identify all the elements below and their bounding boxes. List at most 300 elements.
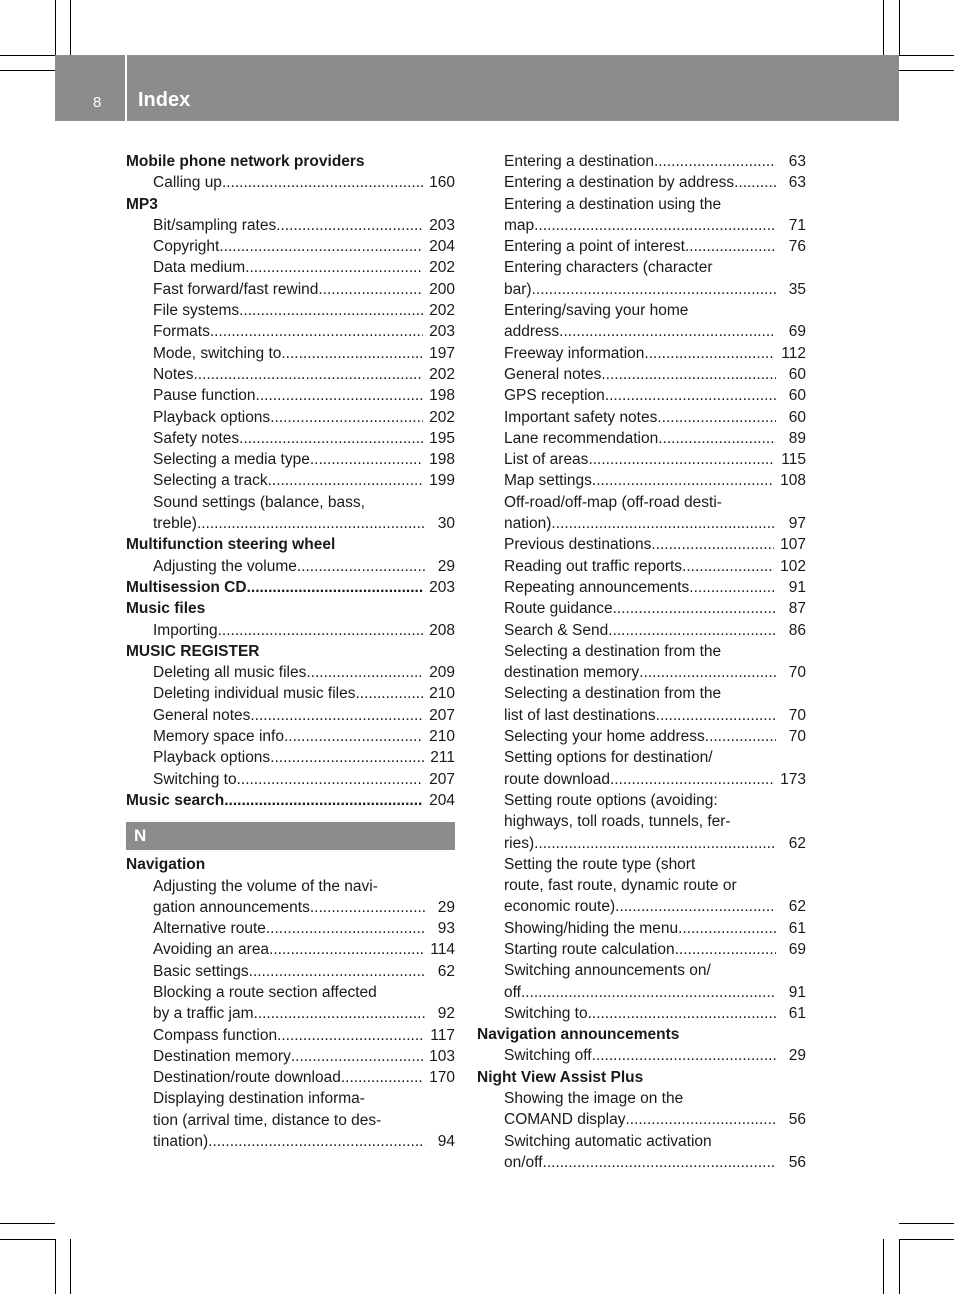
page-ref: 86 bbox=[788, 621, 806, 639]
index-entry bbox=[477, 683, 806, 704]
crop-mark bbox=[70, 0, 71, 55]
leader-dots bbox=[341, 1067, 423, 1088]
crop-mark bbox=[883, 0, 884, 55]
entry-text: Previous destinations bbox=[504, 536, 652, 554]
page-ref: 69 bbox=[788, 940, 806, 958]
page-ref: 211 bbox=[430, 749, 455, 767]
page-ref: 203 bbox=[429, 578, 455, 596]
index-entry bbox=[126, 961, 455, 982]
index-entry bbox=[126, 449, 455, 470]
index-entry bbox=[477, 854, 806, 875]
entry-text: Destination memory bbox=[153, 1047, 291, 1065]
page-ref: 197 bbox=[429, 344, 455, 362]
leader-dots bbox=[284, 726, 423, 747]
entry-text: Mode, switching to bbox=[153, 344, 282, 362]
leader-dots bbox=[610, 769, 774, 790]
page-ref: 70 bbox=[788, 728, 806, 746]
leader-dots bbox=[306, 662, 423, 683]
page-ref: 202 bbox=[429, 259, 455, 277]
index-entry bbox=[126, 726, 455, 747]
leader-dots bbox=[197, 513, 425, 534]
index-entry bbox=[126, 1046, 455, 1067]
entry-text: Adjusting the volume bbox=[153, 557, 297, 575]
entry-text: Safety notes bbox=[153, 429, 240, 447]
index-entry bbox=[477, 875, 806, 896]
leader-dots bbox=[592, 470, 774, 491]
index-entry bbox=[477, 1109, 806, 1130]
index-heading bbox=[126, 641, 455, 662]
entry-text: Music search bbox=[126, 791, 225, 809]
crop-mark bbox=[55, 0, 56, 55]
index-entry bbox=[126, 876, 455, 897]
entry-text: Switching to bbox=[153, 770, 237, 788]
index-entry bbox=[477, 407, 806, 428]
index-entry bbox=[126, 343, 455, 364]
entry-text: Fast forward/fast rewind bbox=[153, 280, 319, 298]
page-ref: 207 bbox=[429, 770, 455, 788]
leader-dots bbox=[605, 385, 776, 406]
entry-text: File systems bbox=[153, 302, 240, 320]
leader-dots bbox=[588, 449, 775, 470]
leader-dots bbox=[551, 513, 776, 534]
entry-text: Reading out traffic reports bbox=[504, 557, 683, 575]
crop-mark bbox=[55, 1239, 56, 1294]
leader-dots bbox=[247, 577, 424, 598]
index-entry bbox=[477, 236, 806, 257]
index-entry bbox=[126, 662, 455, 683]
entry-text: by a traffic jam bbox=[153, 1005, 254, 1023]
index-entry bbox=[126, 172, 455, 193]
index-entry bbox=[477, 1131, 806, 1152]
leader-dots bbox=[682, 556, 774, 577]
leader-dots bbox=[613, 598, 776, 619]
index-entry bbox=[477, 428, 806, 449]
index-entry bbox=[126, 769, 455, 790]
index-entry bbox=[477, 556, 806, 577]
index-entry bbox=[477, 513, 806, 534]
entry-text: Switching off bbox=[504, 1047, 592, 1065]
entry-text: Multifunction steering wheel bbox=[126, 536, 336, 554]
index-entry bbox=[477, 492, 806, 513]
page-ref: 93 bbox=[437, 920, 455, 938]
leader-dots bbox=[689, 577, 776, 598]
entry-text: off bbox=[504, 983, 521, 1001]
leader-dots bbox=[237, 769, 424, 790]
entry-text: Repeating announcements bbox=[504, 578, 690, 596]
crop-mark bbox=[899, 70, 954, 71]
entry-text: Pause function bbox=[153, 387, 256, 405]
index-entry bbox=[477, 960, 806, 981]
crop-mark bbox=[899, 55, 954, 56]
page-ref: 170 bbox=[429, 1069, 455, 1087]
entry-text: MP3 bbox=[126, 195, 158, 213]
entry-text: List of areas bbox=[504, 451, 589, 469]
index-heading bbox=[126, 790, 455, 811]
page-title: Index bbox=[138, 89, 191, 111]
page-ref: 70 bbox=[788, 664, 806, 682]
leader-dots bbox=[270, 407, 423, 428]
index-heading bbox=[126, 598, 455, 619]
leader-dots bbox=[705, 726, 776, 747]
entry-text: route download bbox=[504, 770, 610, 788]
index-entry bbox=[126, 364, 455, 385]
index-entry bbox=[126, 279, 455, 300]
leader-dots bbox=[534, 833, 776, 854]
leader-dots bbox=[210, 321, 423, 342]
entry-text: Basic settings bbox=[153, 962, 249, 980]
leader-dots bbox=[615, 896, 776, 917]
leader-dots bbox=[651, 534, 774, 555]
entry-text: Showing/hiding the menu bbox=[504, 919, 679, 937]
leader-dots bbox=[249, 961, 425, 982]
index-entry bbox=[126, 300, 455, 321]
index-entry bbox=[126, 982, 455, 1003]
entry-text: Night View Assist Plus bbox=[477, 1068, 644, 1086]
page-ref: 60 bbox=[788, 408, 806, 426]
page-ref: 62 bbox=[788, 898, 806, 916]
page-ref: 112 bbox=[781, 344, 806, 362]
entry-text: Bit/sampling rates bbox=[153, 216, 277, 234]
entry-text: Showing the image on the bbox=[504, 1090, 684, 1108]
leader-dots bbox=[245, 257, 423, 278]
entry-text: destination memory bbox=[504, 664, 640, 682]
entry-text: Navigation bbox=[126, 856, 206, 874]
leader-dots bbox=[355, 683, 423, 704]
leader-dots bbox=[219, 236, 423, 257]
entry-text: Formats bbox=[153, 323, 210, 341]
section-header: N bbox=[126, 822, 455, 850]
entry-text: Map settings bbox=[504, 472, 592, 490]
crop-mark bbox=[899, 0, 900, 55]
entry-text: COMAND display bbox=[504, 1111, 626, 1129]
leader-dots bbox=[734, 172, 776, 193]
index-entry bbox=[477, 321, 806, 342]
entry-text: Entering a point of interest bbox=[504, 238, 685, 256]
index-entry bbox=[477, 726, 806, 747]
index-entry bbox=[126, 215, 455, 236]
crop-mark bbox=[883, 1239, 884, 1294]
page-ref: 60 bbox=[788, 387, 806, 405]
index-entry bbox=[477, 300, 806, 321]
leader-dots bbox=[218, 620, 424, 641]
crop-mark bbox=[70, 1239, 71, 1294]
index-entry bbox=[477, 747, 806, 768]
entry-text: Switching announcements on/ bbox=[504, 962, 711, 980]
leader-dots bbox=[601, 364, 776, 385]
index-entry bbox=[477, 1152, 806, 1173]
entry-text: Importing bbox=[153, 621, 218, 639]
entry-text: Alternative route bbox=[153, 920, 266, 938]
page-ref: 117 bbox=[430, 1026, 455, 1044]
page-ref: 204 bbox=[429, 238, 455, 256]
index-column-left bbox=[126, 151, 455, 1152]
page-ref: 107 bbox=[780, 536, 806, 554]
leader-dots bbox=[208, 1131, 425, 1152]
entry-text: Playback options bbox=[153, 749, 271, 767]
page-ref: 195 bbox=[429, 429, 455, 447]
entry-text: Switching automatic activation bbox=[504, 1132, 712, 1150]
page-ref: 210 bbox=[429, 685, 455, 703]
leader-dots bbox=[194, 364, 424, 385]
index-entry bbox=[477, 705, 806, 726]
entry-text: Calling up bbox=[153, 174, 222, 192]
index-heading bbox=[477, 1067, 806, 1088]
leader-dots bbox=[685, 236, 776, 257]
leader-dots bbox=[625, 1109, 776, 1130]
crop-mark bbox=[899, 1239, 900, 1294]
leader-dots bbox=[678, 918, 776, 939]
page-ref: 200 bbox=[429, 280, 455, 298]
leader-dots bbox=[310, 897, 425, 918]
page-ref: 91 bbox=[788, 983, 806, 1001]
index-heading bbox=[126, 534, 455, 555]
leader-dots bbox=[656, 705, 776, 726]
entry-text: nation) bbox=[504, 515, 552, 533]
crop-mark bbox=[899, 1239, 954, 1240]
leader-dots bbox=[270, 747, 424, 768]
index-entry bbox=[126, 492, 455, 513]
entry-text: Music files bbox=[126, 600, 206, 618]
page-ref: 62 bbox=[788, 834, 806, 852]
leader-dots bbox=[675, 939, 776, 960]
entry-text: General notes bbox=[504, 365, 602, 383]
page-ref: 60 bbox=[788, 365, 806, 383]
entry-text: Selecting a media type bbox=[153, 451, 310, 469]
leader-dots bbox=[588, 1003, 776, 1024]
page-ref: 62 bbox=[437, 962, 455, 980]
entry-text: Adjusting the volume of the navi- bbox=[153, 877, 378, 895]
index-entry bbox=[477, 343, 806, 364]
entry-text: Destination/route download bbox=[153, 1069, 341, 1087]
index-entry bbox=[477, 790, 806, 811]
page-ref: 87 bbox=[788, 600, 806, 618]
entry-text: GPS reception bbox=[504, 387, 605, 405]
leader-dots bbox=[559, 321, 776, 342]
page-ref: 97 bbox=[788, 515, 806, 533]
entry-text: ries) bbox=[504, 834, 535, 852]
index-entry bbox=[477, 257, 806, 278]
leader-dots bbox=[592, 1045, 776, 1066]
index-entry bbox=[477, 918, 806, 939]
leader-dots bbox=[532, 279, 776, 300]
entry-text: address bbox=[504, 323, 560, 341]
index-entry bbox=[126, 556, 455, 577]
leader-dots bbox=[266, 918, 425, 939]
page-ref: 208 bbox=[429, 621, 455, 639]
index-heading bbox=[126, 577, 455, 598]
entry-text: Entering a destination by address bbox=[504, 174, 735, 192]
entry-text: Setting options for destination/ bbox=[504, 749, 713, 767]
index-entry bbox=[477, 982, 806, 1003]
page-ref: 198 bbox=[429, 451, 455, 469]
leader-dots bbox=[639, 662, 776, 683]
page-ref: 94 bbox=[437, 1133, 455, 1151]
page-ref: 71 bbox=[788, 216, 806, 234]
entry-text: Important safety notes bbox=[504, 408, 658, 426]
index-entry bbox=[477, 172, 806, 193]
entry-text: Navigation announcements bbox=[477, 1026, 680, 1044]
index-entry bbox=[126, 428, 455, 449]
index-entry bbox=[477, 385, 806, 406]
leader-dots bbox=[281, 343, 423, 364]
entry-text: MUSIC REGISTER bbox=[126, 642, 260, 660]
index-entry bbox=[477, 151, 806, 172]
entry-text: General notes bbox=[153, 706, 251, 724]
entry-text: Deleting individual music files bbox=[153, 685, 356, 703]
index-entry bbox=[477, 641, 806, 662]
index-entry bbox=[126, 385, 455, 406]
page-ref: 202 bbox=[429, 365, 455, 383]
leader-dots bbox=[608, 620, 776, 641]
index-entry bbox=[477, 279, 806, 300]
page-ref: 29 bbox=[437, 898, 455, 916]
entry-text: Mobile phone network providers bbox=[126, 153, 365, 170]
index-entry bbox=[477, 215, 806, 236]
leader-dots bbox=[239, 428, 423, 449]
entry-text: treble) bbox=[153, 515, 197, 533]
entry-text: Entering a destination using the bbox=[504, 195, 722, 213]
leader-dots bbox=[256, 385, 424, 406]
index-entry bbox=[477, 896, 806, 917]
index-entry bbox=[126, 683, 455, 704]
index-entry bbox=[126, 1025, 455, 1046]
leader-dots bbox=[658, 428, 776, 449]
page-ref: 76 bbox=[788, 238, 806, 256]
entry-text: tination) bbox=[153, 1133, 209, 1151]
entry-text: Notes bbox=[153, 365, 194, 383]
leader-dots bbox=[268, 470, 424, 491]
leader-dots bbox=[277, 1025, 424, 1046]
index-heading bbox=[126, 151, 455, 172]
index-entry bbox=[126, 513, 455, 534]
index-entry bbox=[126, 897, 455, 918]
page-ref: 69 bbox=[788, 323, 806, 341]
index-heading bbox=[477, 1024, 806, 1045]
page-ref: 29 bbox=[788, 1047, 806, 1065]
index-heading bbox=[126, 854, 455, 875]
index-entry bbox=[126, 470, 455, 491]
entry-text: route, fast route, dynamic route or bbox=[504, 877, 737, 895]
entry-text: Selecting a track bbox=[153, 472, 268, 490]
index-entry bbox=[126, 620, 455, 641]
page-ref: 210 bbox=[429, 728, 455, 746]
page-ref: 115 bbox=[781, 451, 806, 469]
index-entry bbox=[477, 1045, 806, 1066]
index-entry bbox=[126, 918, 455, 939]
entry-text: tion (arrival time, distance to des- bbox=[153, 1111, 382, 1129]
leader-dots bbox=[644, 343, 775, 364]
header-divider bbox=[125, 55, 127, 121]
entry-text: Selecting a destination from the bbox=[504, 685, 722, 703]
page-ref: 114 bbox=[430, 941, 455, 959]
leader-dots bbox=[310, 449, 423, 470]
leader-dots bbox=[318, 279, 423, 300]
entry-text: Entering a destination bbox=[504, 153, 654, 170]
index-entry bbox=[126, 407, 455, 428]
index-entry bbox=[477, 833, 806, 854]
index-entry bbox=[126, 1067, 455, 1088]
page-ref: 70 bbox=[788, 706, 806, 724]
crop-mark bbox=[899, 1223, 954, 1224]
page-ref: 89 bbox=[788, 429, 806, 447]
page-ref: 102 bbox=[780, 557, 806, 575]
entry-text: Route guidance bbox=[504, 600, 613, 618]
entry-text: Data medium bbox=[153, 259, 246, 277]
index-entry bbox=[477, 598, 806, 619]
index-entry bbox=[477, 1003, 806, 1024]
page-ref: 29 bbox=[437, 557, 455, 575]
page-ref: 202 bbox=[429, 302, 455, 320]
leader-dots bbox=[239, 300, 423, 321]
index-entry bbox=[477, 811, 806, 832]
leader-dots bbox=[521, 982, 776, 1003]
index-entry bbox=[126, 1003, 455, 1024]
leader-dots bbox=[654, 151, 776, 172]
crop-mark bbox=[0, 1223, 55, 1224]
index-entry bbox=[477, 449, 806, 470]
index-entry bbox=[126, 1088, 455, 1109]
page-ref: 56 bbox=[788, 1153, 806, 1171]
crop-mark bbox=[0, 1239, 55, 1240]
entry-text: Avoiding an area bbox=[153, 941, 270, 959]
page-ref: 92 bbox=[437, 1005, 455, 1023]
leader-dots bbox=[222, 172, 423, 193]
entry-text: highways, toll roads, tunnels, fer- bbox=[504, 813, 731, 831]
page-number: 8 bbox=[93, 94, 102, 111]
entry-text: Setting the route type (short bbox=[504, 855, 696, 873]
page-ref: 203 bbox=[429, 216, 455, 234]
page-ref: 108 bbox=[780, 472, 806, 490]
leader-dots bbox=[291, 1046, 423, 1067]
entry-text: Deleting all music files bbox=[153, 664, 307, 682]
index-entry bbox=[126, 747, 455, 768]
page-ref: 103 bbox=[429, 1047, 455, 1065]
entry-text: Off-road/off-map (off-road desti- bbox=[504, 493, 722, 511]
page-ref: 61 bbox=[788, 919, 806, 937]
leader-dots bbox=[534, 215, 776, 236]
entry-text: Switching to bbox=[504, 1004, 588, 1022]
entry-text: bar) bbox=[504, 280, 532, 298]
index-entry bbox=[126, 1110, 455, 1131]
page-ref: 160 bbox=[429, 174, 455, 192]
entry-text: Selecting your home address bbox=[504, 728, 705, 746]
index-entry bbox=[477, 620, 806, 641]
entry-text: Sound settings (balance, bass, bbox=[153, 493, 365, 511]
index-entry bbox=[477, 470, 806, 491]
leader-dots bbox=[543, 1152, 776, 1173]
page-ref: 199 bbox=[429, 472, 455, 490]
index-entry bbox=[126, 1131, 455, 1152]
page-ref: 61 bbox=[788, 1004, 806, 1022]
index-entry bbox=[477, 194, 806, 215]
entry-text: list of last destinations bbox=[504, 706, 656, 724]
entry-text: Freeway information bbox=[504, 344, 645, 362]
page-ref: 207 bbox=[429, 706, 455, 724]
leader-dots bbox=[269, 939, 424, 960]
page-ref: 56 bbox=[788, 1111, 806, 1129]
entry-text: Starting route calculation bbox=[504, 940, 675, 958]
entry-text: map bbox=[504, 216, 535, 234]
index-column-right bbox=[477, 151, 806, 1173]
index-heading bbox=[126, 194, 455, 215]
page-ref: 63 bbox=[788, 153, 806, 170]
page-ref: 209 bbox=[429, 664, 455, 682]
crop-mark bbox=[0, 70, 55, 71]
page-ref: 173 bbox=[780, 770, 806, 788]
page-ref: 203 bbox=[429, 323, 455, 341]
entry-text: Memory space info bbox=[153, 728, 284, 746]
entry-text: Playback options bbox=[153, 408, 271, 426]
